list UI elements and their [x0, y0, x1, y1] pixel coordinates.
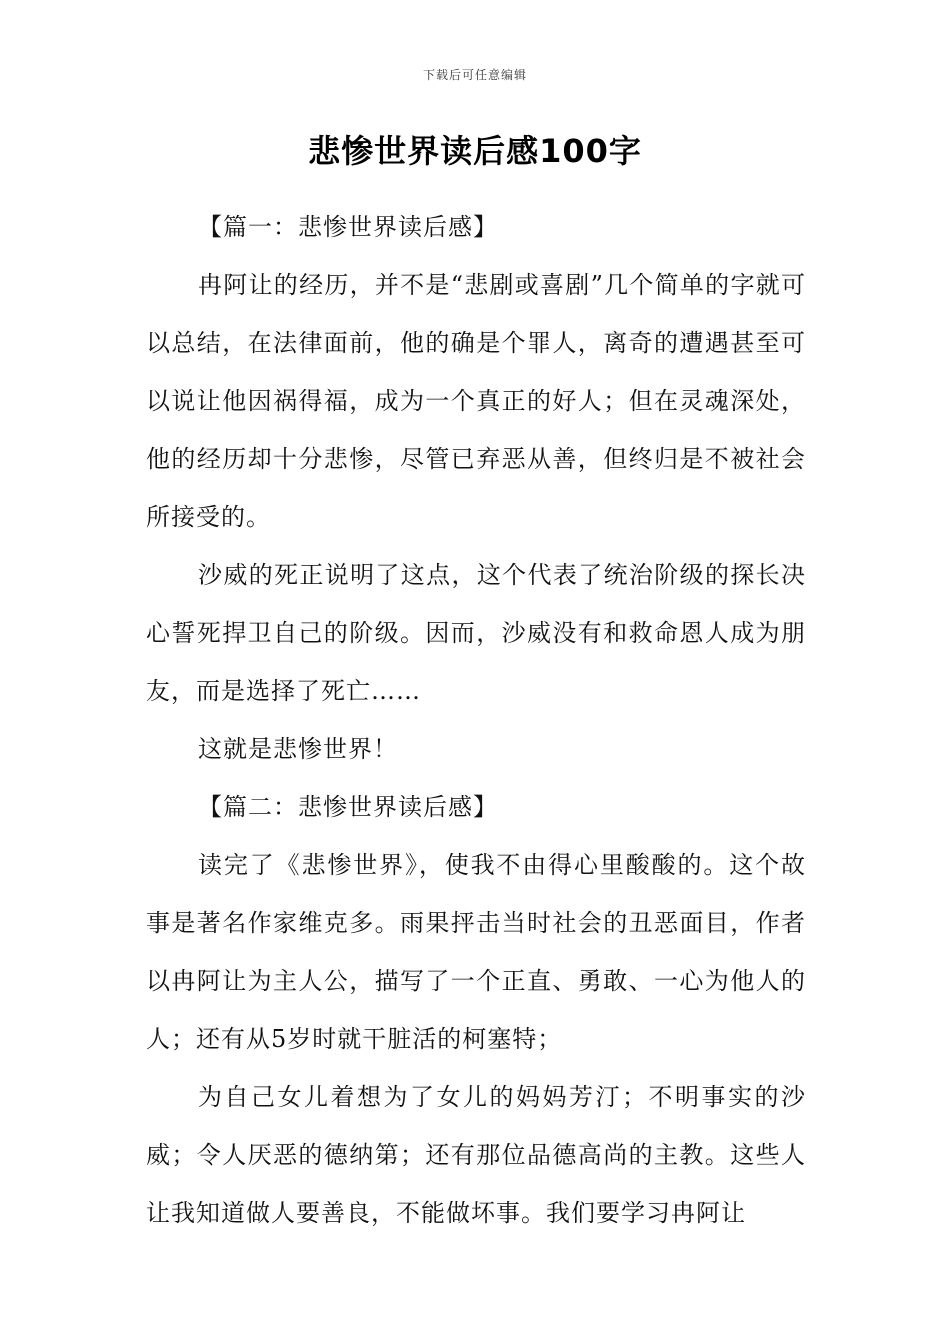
paragraph: 读完了《悲惨世界》，使我不由得心里酸酸的。这个故事是著名作家维克多。雨果抨击当时社会的丑恶面目，作者以冉阿让为主人公，描写了一个正直、勇敢、一心为他人的人；还有从5岁时就干脏活的柯塞特；: [146, 851, 806, 1053]
paragraph: 为自己女儿着想为了女儿的妈妈芳汀；不明事实的沙威；令人厌恶的德纳第；还有那位品德高尚的主教。这些人让我知道做人要善良，不能做坏事。我们要学习冉阿让: [146, 1083, 806, 1227]
document-body: [146, 198, 806, 1242]
header-note: 下载后可任意编辑: [422, 68, 527, 82]
section-heading-2: 【篇二：悲惨世界读后感】: [198, 793, 498, 821]
paragraph: 这就是悲惨世界！: [198, 735, 398, 763]
document-title: 悲惨世界读后感100字: [308, 132, 642, 170]
paragraph: 沙威的死正说明了这点，这个代表了统治阶级的探长决心誓死捍卫自己的阶级。因而，沙威没有和救命恩人成为朋友，而是选择了死亡……: [146, 561, 806, 705]
paragraph: 冉阿让的经历，并不是“悲剧或喜剧”几个简单的字就可以总结，在法律面前，他的确是个罪人，离奇的遭遇甚至可以说让他因祸得福，成为一个真正的好人；但在灵魂深处，他的经历却十分悲惨，尽管已弃恶从善，但终归是不被社会所接受的。: [146, 271, 806, 531]
section-heading-1: 【篇一：悲惨世界读后感】: [198, 213, 498, 241]
